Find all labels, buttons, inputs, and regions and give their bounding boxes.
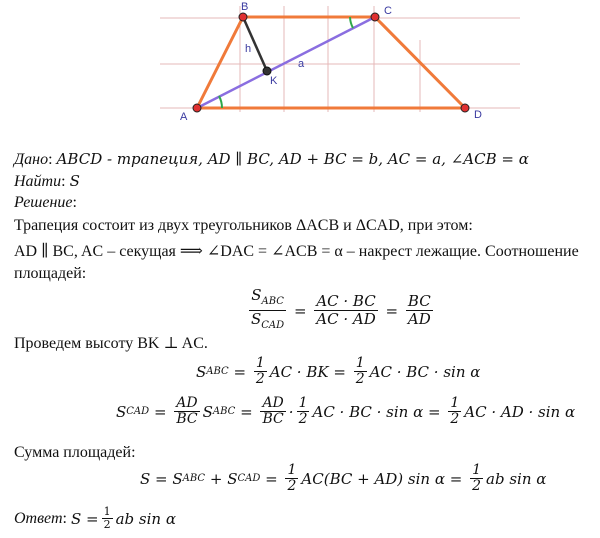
find-text: S (69, 172, 80, 190)
text-line-4: Проведем высоту BK ⊥ AC. (14, 335, 208, 352)
label-k: K (270, 75, 278, 87)
label-c: C (384, 5, 392, 17)
given-text: ABCD - трапеция, AD ∥ BC, AD + BC = b, AC = a, ∠ACB = α (56, 150, 529, 168)
label-a-lower: a (298, 58, 305, 70)
given-line: Дано: ABCD - трапеция, AD ∥ BC, AD + BC = b, AC = a, ∠ACB = α (14, 150, 529, 168)
figure-grid (160, 6, 520, 112)
given-label: Дано (14, 151, 49, 168)
answer-label: Ответ (14, 509, 63, 527)
diagonal-ac (197, 17, 375, 108)
equation-s-cad: S CAD = $\frac{AD}{BC}$ S ABC = $\frac{AD}{BC}$ · $\frac{1}{2}$ AC · BC · sin α = $\frac{1}{2}$ AC · AD · sin α (116, 395, 576, 427)
label-h: h (245, 43, 252, 55)
find-label: Найти (14, 173, 62, 190)
point-a (193, 104, 201, 112)
text-line-1: Трапеция состоит из двух треугольников ΔACB и ΔCAD, при этом: (14, 217, 473, 234)
trapezoid-figure (0, 0, 600, 125)
angle-a-arc (219, 96, 222, 108)
point-k (263, 67, 271, 75)
equation-sum: S = S ABC + S CAD = $\frac{1}{2}$ AC(BC + AD) sin α = $\frac{1}{2}$ ab sin α (140, 462, 547, 494)
point-b (239, 13, 247, 21)
point-c (371, 13, 379, 21)
find-line: Найти: S (14, 172, 80, 190)
label-d: D (474, 109, 482, 121)
answer-line: Ответ : S = $\frac{1}{2}$ ab sin α (14, 505, 176, 531)
equation-ratio: $\frac{S_{ABC}}{S_{CAD}}$ = $\frac{AC \cdot BC}{AC \cdot AD}$ = $\frac{BC}{AD}$ (251, 286, 431, 331)
label-a: A (180, 111, 188, 123)
label-b: B (241, 1, 249, 13)
trapezoid-shape (197, 17, 465, 108)
angle-c-arc (350, 17, 353, 28)
text-line-5: Сумма площадей: (14, 444, 136, 461)
text-line-3: площадей: (14, 265, 87, 282)
text-line-2: AD ∥ BC, AC – секущая ⟹ ∠DAC = ∠ACB = α – накрест лежащие. Соотношение (14, 243, 579, 260)
point-d (461, 104, 469, 112)
solution-label: Решение (14, 194, 73, 211)
equation-s-abc: S ABC = $\frac{1}{2}$ AC · BK = $\frac{1}{2}$ AC · BC · sin α (196, 355, 481, 387)
solution-line: Решение: (14, 194, 77, 211)
